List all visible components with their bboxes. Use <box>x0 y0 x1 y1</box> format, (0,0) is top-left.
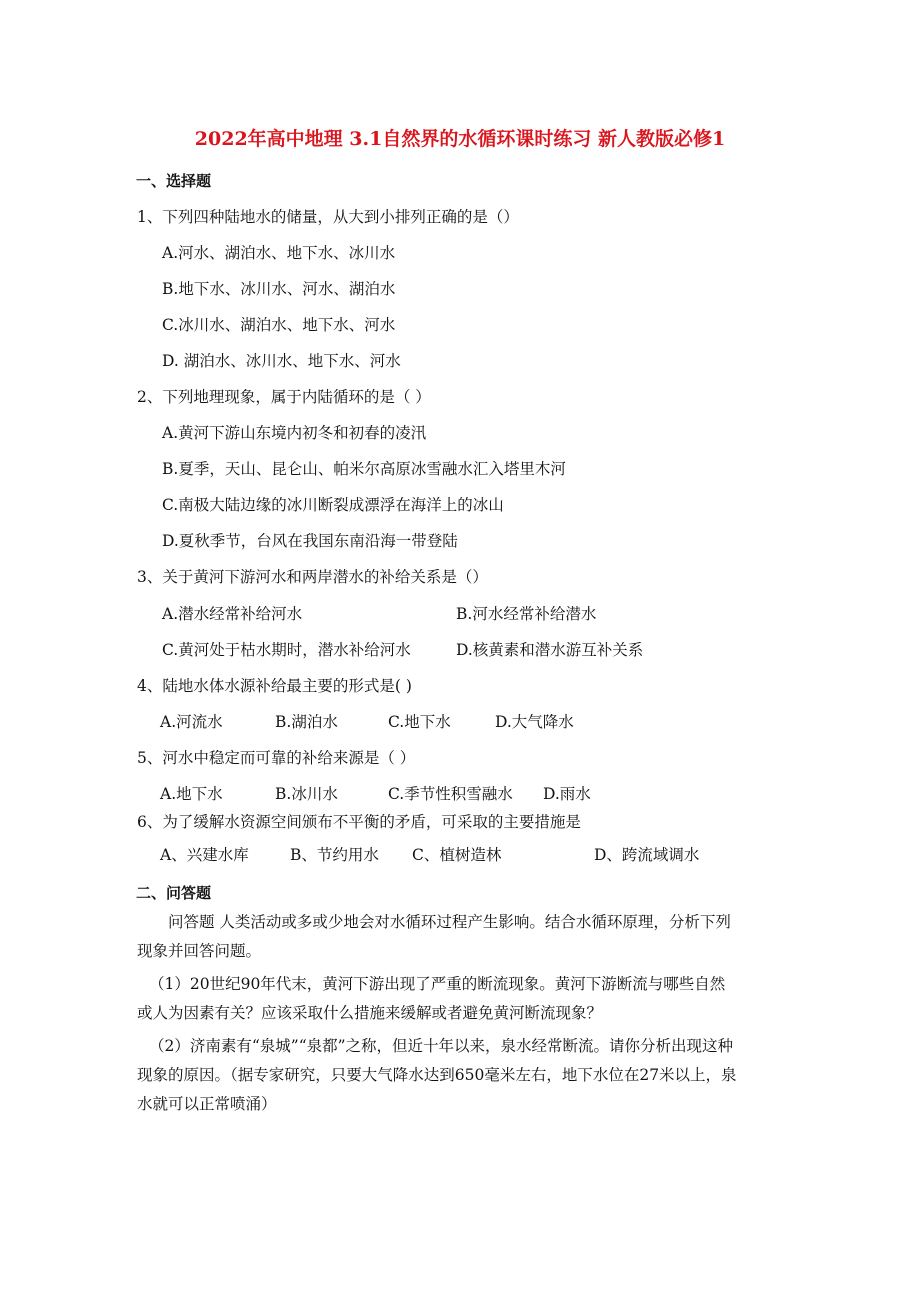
q2-option-d: D.夏秋季节，台风在我国东南沿海一带登陆 <box>162 532 458 550</box>
section-heading-essay: 二、问答题 <box>136 884 212 902</box>
q5-option-b: B.冰川水 <box>275 785 338 803</box>
question-5: 5、河水中稳定而可靠的补给来源是（ ） <box>137 749 416 767</box>
question-2: 2、下列地理现象，属于内陆循环的是（ ） <box>137 388 431 406</box>
q1-option-d: D. 湖泊水、冰川水、地下水、河水 <box>162 352 401 370</box>
question-1: 1、下列四种陆地水的储量，从大到小排列正确的是（） <box>137 208 519 226</box>
essay-question-1: （1）20世纪90年代末，黄河下游出现了严重的断流现象。黄河下游断流与哪些自然或人为因素有关？应该采取什么措施来缓解或者避免黄河断流现象？ <box>137 975 726 1022</box>
q5-option-d: D.雨水 <box>543 785 591 803</box>
question-4: 4、陆地水体水源补给最主要的形式是( ) <box>137 677 412 695</box>
q2-option-b: B.夏季，天山、昆仑山、帕米尔高原冰雪融水汇入塔里木河 <box>162 460 566 478</box>
q6-option-b: B、节约用水 <box>290 846 379 864</box>
q5-option-c: C.季节性积雪融水 <box>388 785 513 803</box>
q1-option-b: B.地下水、冰川水、河水、湖泊水 <box>162 280 396 298</box>
q6-option-d: D、跨流域调水 <box>594 846 700 864</box>
q3-option-b: B.河水经常补给潜水 <box>456 605 597 623</box>
q1-option-c: C.冰川水、湖泊水、地下水、河水 <box>162 316 396 334</box>
page-title: 2022年高中地理 3.1自然界的水循环课时练习 新人教版必修1 <box>194 128 726 150</box>
q3-option-c: C.黄河处于枯水期时，潜水补给河水 <box>162 641 411 659</box>
q6-option-a: A、兴建水库 <box>160 846 249 864</box>
q5-option-a: A.地下水 <box>160 785 223 803</box>
q4-option-a: A.河流水 <box>160 713 223 731</box>
question-6: 6、为了缓解水资源空间颁布不平衡的矛盾，可采取的主要措施是 <box>137 813 581 831</box>
essay-intro: 问答题 人类活动或多或少地会对水循环过程产生影响。结合水循环原理，分析下列现象并回答问题。 <box>137 913 731 960</box>
q4-option-c: C.地下水 <box>388 713 451 731</box>
question-3: 3、关于黄河下游河水和两岸潜水的补给关系是（） <box>137 568 488 586</box>
q6-option-c: C、植树造林 <box>412 846 502 864</box>
q4-option-b: B.湖泊水 <box>275 713 338 731</box>
q1-option-a: A.河水、湖泊水、地下水、冰川水 <box>162 244 396 262</box>
q3-option-a: A.潜水经常补给河水 <box>162 605 303 623</box>
section-heading-choice: 一、选择题 <box>136 172 212 190</box>
essay-question-2: （2）济南素有“泉城”“泉都”之称，但近十年以来，泉水经常断流。请你分析出现这种现象的原因。（据专家研究，只要大气降水达到650毫米左右，地下水位在27米以上，泉水就可以正常喷涌） <box>137 1037 737 1113</box>
q2-option-c: C.南极大陆边缘的冰川断裂成漂浮在海洋上的冰山 <box>162 496 504 514</box>
q4-option-d: D.大气降水 <box>495 713 574 731</box>
q2-option-a: A.黄河下游山东境内初冬和初春的凌汛 <box>162 424 427 442</box>
q3-option-d: D.核黄素和潜水游互补关系 <box>456 641 644 659</box>
